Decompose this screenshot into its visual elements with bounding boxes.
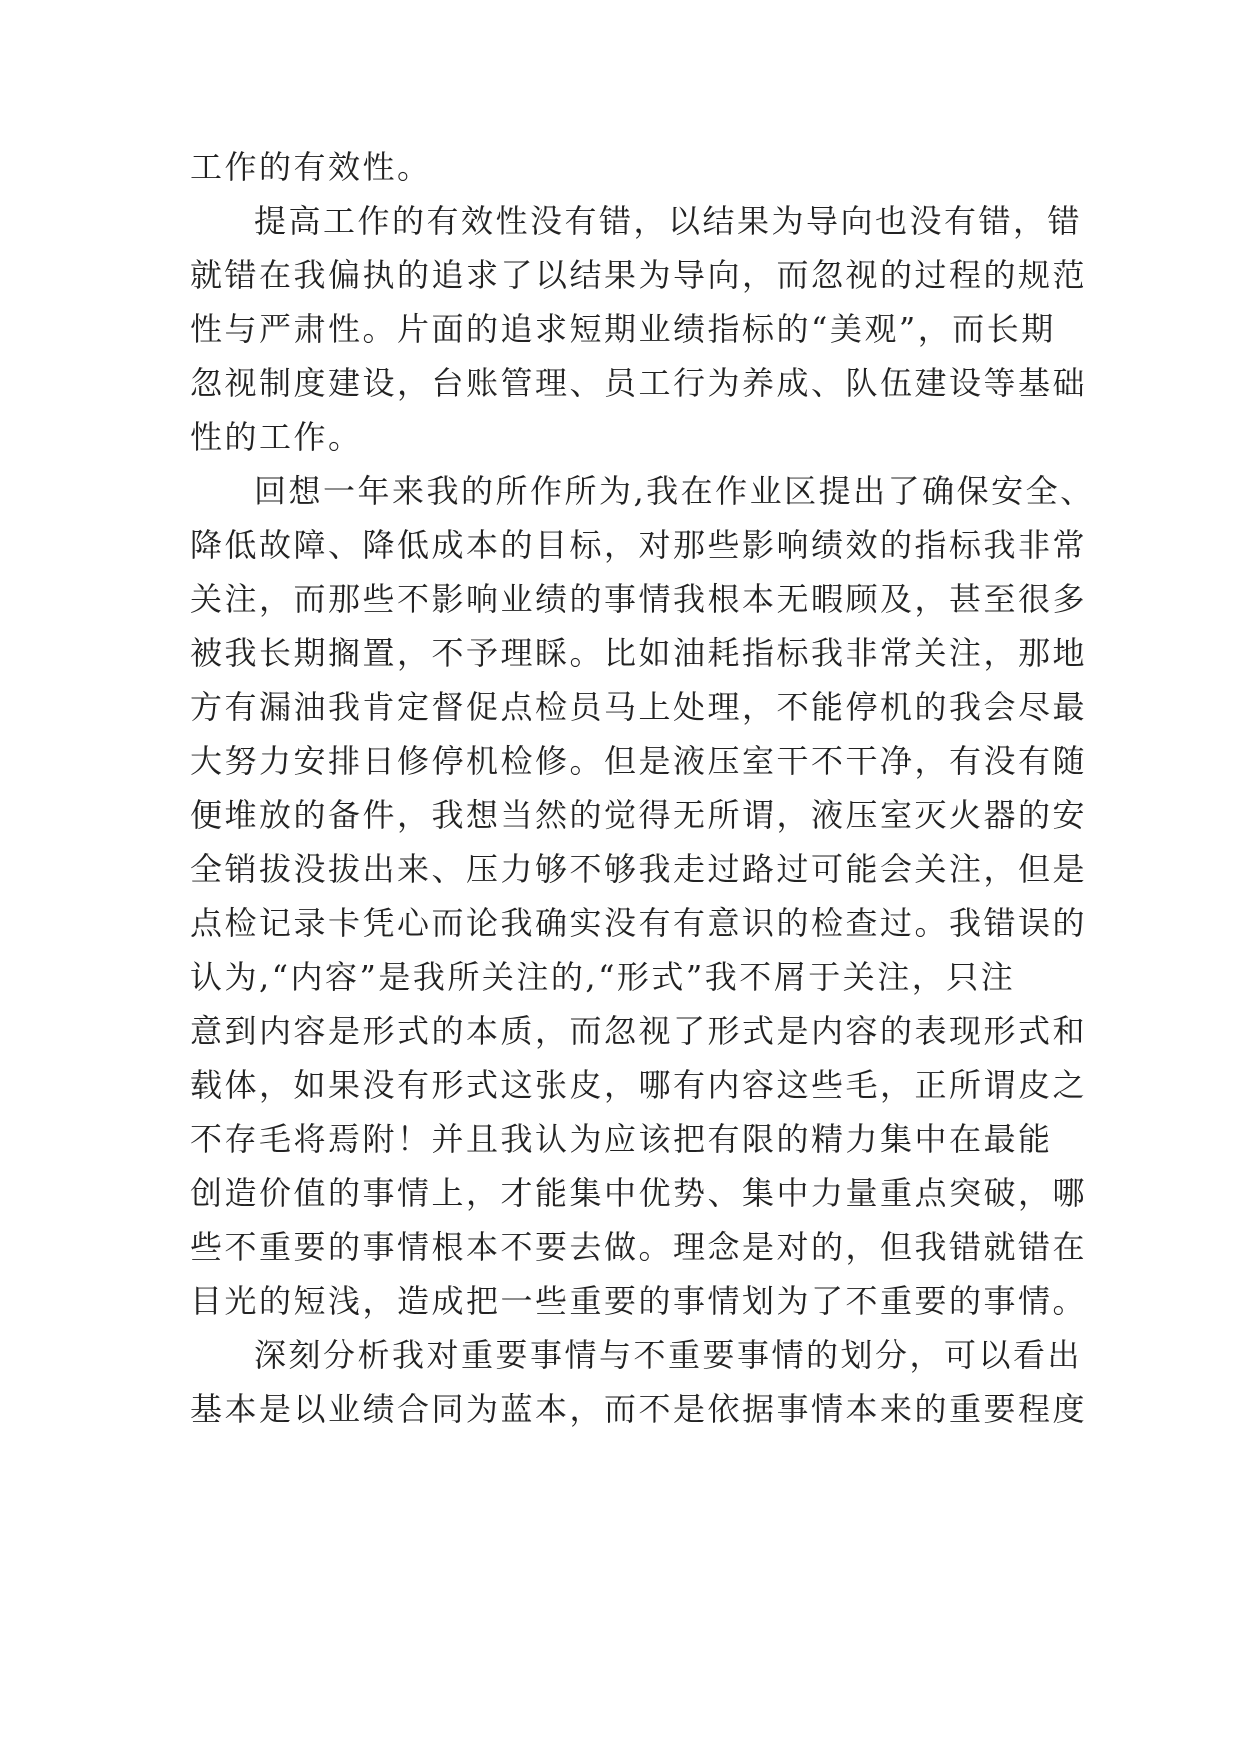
- text-line: 意到内容是形式的本质，而忽视了形式是内容的表现形式和: [190, 1012, 1088, 1050]
- paragraph-start-line: 提高工作的有效性没有错，以结果为导向也没有错，错: [254, 202, 1083, 240]
- text-line: 不存毛将焉附！并且我认为应该把有限的精力集中在最能: [190, 1120, 1053, 1158]
- text-line: 大努力安排日修停机检修。但是液压室干不干净，有没有随: [190, 742, 1088, 780]
- text-line: 些不重要的事情根本不要去做。理念是对的，但我错就错在: [190, 1228, 1088, 1266]
- paragraph-start-line: 回想一年来我的所作所为,我在作业区提出了确保安全、: [254, 472, 1095, 510]
- text-line: 忽视制度建设，台账管理、员工行为养成、队伍建设等基础: [190, 364, 1088, 402]
- paragraph-start-line: 深刻分析我对重要事情与不重要事情的划分，可以看出: [254, 1336, 1083, 1374]
- text-line: 性与严肃性。片面的追求短期业绩指标的“美观”，而长期: [190, 310, 1056, 348]
- text-line: 便堆放的备件，我想当然的觉得无所谓，液压室灭火器的安: [190, 796, 1088, 834]
- text-line: 降低故障、降低成本的目标，对那些影响绩效的指标我非常: [190, 526, 1088, 564]
- text-line: 就错在我偏执的追求了以结果为导向，而忽视的过程的规范: [190, 256, 1088, 294]
- text-line: 基本是以业绩合同为蓝本，而不是依据事情本来的重要程度: [190, 1390, 1088, 1428]
- text-line: 认为,“内容”是我所关注的,“形式”我不屑于关注，只注: [190, 958, 1016, 996]
- text-line: 关注，而那些不影响业绩的事情我根本无暇顾及，甚至很多: [190, 580, 1088, 618]
- text-line: 全销拔没拔出来、压力够不够我走过路过可能会关注，但是: [190, 850, 1088, 888]
- text-line: 被我长期搁置，不予理睬。比如油耗指标我非常关注，那地: [190, 634, 1088, 672]
- text-line: 方有漏油我肯定督促点检员马上处理，不能停机的我会尽最: [190, 688, 1088, 726]
- text-line: 工作的有效性。: [190, 148, 432, 186]
- text-line: 点检记录卡凭心而论我确实没有有意识的检查过。我错误的: [190, 904, 1088, 942]
- text-line: 性的工作。: [190, 418, 363, 456]
- text-line: 载体，如果没有形式这张皮，哪有内容这些毛，正所谓皮之: [190, 1066, 1088, 1104]
- text-line: 目光的短浅，造成把一些重要的事情划为了不重要的事情。: [190, 1282, 1088, 1320]
- text-line: 创造价值的事情上，才能集中优势、集中力量重点突破，哪: [190, 1174, 1088, 1212]
